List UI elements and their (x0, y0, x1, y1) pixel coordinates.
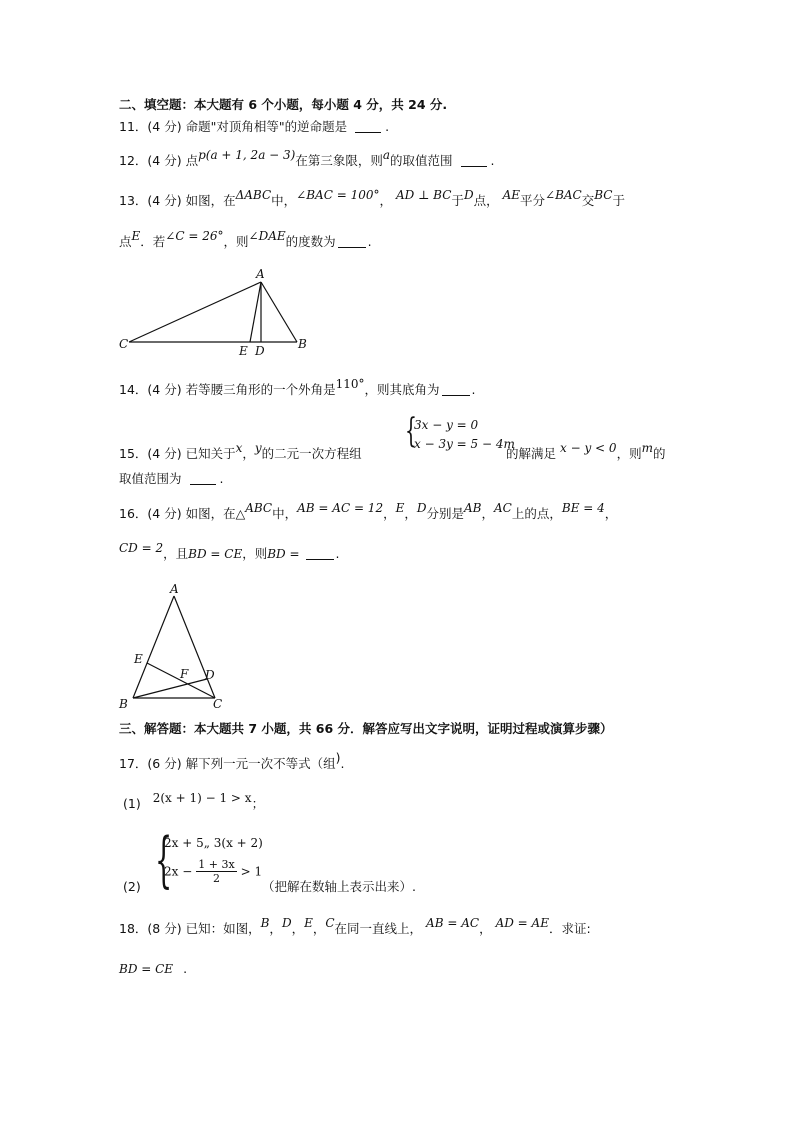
q15-brace: { (405, 411, 417, 451)
question-15 (119, 441, 362, 463)
q17-p2-eq2 (164, 858, 262, 885)
q15-y: y (254, 441, 262, 455)
q16-t8: ， (604, 506, 618, 521)
fig16-label-b: B (119, 697, 128, 711)
q12-point: p(a + 1, 2a − 3) (198, 148, 296, 162)
q14-angle: 110° (335, 377, 365, 391)
q16-t10: ，则 (242, 546, 268, 561)
fig13-label-d: D (255, 344, 265, 358)
q15-eq1: 3x − y = 0 (414, 418, 479, 432)
q15-answer-blank[interactable] (190, 472, 216, 485)
q18-conclusion: BD = CE (119, 962, 174, 976)
q13-t5: 点， (473, 193, 499, 208)
q18-c4: ， (479, 921, 492, 936)
q12-answer-blank[interactable] (461, 154, 487, 167)
q15-t2: ， (242, 446, 255, 461)
q16-be: BE = 4 (561, 501, 605, 515)
q13-angle-c: ∠C = 26° (165, 229, 224, 243)
q18-adae: AD = AE (495, 916, 549, 930)
q16-bdce: BD = CE (188, 547, 243, 561)
q18-b: B (260, 916, 270, 930)
q13-t7: 交 (581, 193, 595, 208)
question-13 (119, 188, 626, 210)
q17-p2-note: （把解在数轴上表示出来）. (262, 879, 416, 894)
q13-ae: AE (502, 188, 520, 202)
q17-p2-eq1: 2x + 5„ 3(x + 2) (164, 836, 263, 850)
q12-text-a: 点 (185, 153, 199, 168)
q18-c1: ， (269, 921, 282, 936)
q17-end: . (340, 756, 345, 771)
q12-text-c: 的取值范围 (390, 153, 453, 168)
question-18 (119, 916, 591, 938)
q14-answer-blank[interactable] (442, 383, 470, 396)
q13-e: E (131, 229, 141, 243)
q11-answer-blank[interactable] (355, 120, 381, 133)
q13-t12: 的度数为 (285, 234, 336, 249)
fig13-label-e: E (239, 344, 248, 358)
q15-cond: x − y < 0 (560, 441, 617, 455)
q13-triangle: ΔABC (235, 188, 272, 202)
q13-dae: ∠DAE (248, 229, 286, 243)
q16-t2: 中， (272, 506, 298, 521)
fig16-label-f: F (180, 667, 189, 681)
fig16-label-c: C (213, 697, 223, 711)
q15-t5: ，则 (616, 446, 642, 461)
q18-end: . (183, 961, 188, 976)
q15-number: 15．(4 分) (119, 446, 182, 461)
q14-end: . (471, 382, 476, 397)
q12-end: . (490, 153, 495, 168)
q15-t1: 已知关于 (185, 446, 236, 461)
q13-end: . (367, 234, 372, 249)
question-18-line2 (119, 960, 187, 978)
q17-p2-brace: { (155, 825, 173, 895)
q13-t9: 点 (119, 234, 132, 249)
fig16-label-a: A (170, 582, 179, 596)
q13-t11: ，则 (223, 234, 249, 249)
fig13-label-b: B (298, 337, 307, 351)
q16-t1: 如图，在△ (185, 506, 246, 521)
q16-end: . (335, 546, 340, 561)
q18-abac: AB = AC (426, 916, 480, 930)
q18-c: C (325, 916, 335, 930)
q16-t7: 上的点， (511, 506, 562, 521)
q16-eq: AB = AC = 12 (297, 501, 384, 515)
question-16-line2 (119, 541, 340, 563)
q11-end: . (385, 119, 390, 134)
question-17 (119, 750, 345, 773)
q18-e: E (304, 916, 313, 930)
q11-text: 命题"对顶角相等"的逆命题是 (185, 119, 348, 134)
fig13-segment-ae (250, 282, 261, 342)
question-15-tail (506, 441, 666, 463)
q13-t2: 中， (271, 193, 297, 208)
q18-number: 18．(8 分) (119, 921, 182, 936)
q17-p1-end: ； (251, 796, 265, 811)
q16-number: 16．(4 分) (119, 506, 182, 521)
q13-point-d: D (463, 188, 474, 202)
q16-t4: ， (404, 506, 417, 521)
q17-p1-label: (1) (123, 796, 141, 811)
q16-ab: AB (464, 501, 482, 515)
q13-perp: AD ⊥ BC (395, 188, 452, 202)
question-13-line2 (119, 229, 372, 251)
q15-m: m (641, 441, 653, 455)
q18-t1: 已知：如图， (185, 921, 261, 936)
q13-t3: ， (379, 193, 392, 208)
q18-t3: ．求证: (548, 921, 591, 936)
fig13-label-a: A (256, 267, 265, 281)
figure-13-triangle (115, 264, 315, 360)
q16-t9: ，且 (163, 546, 189, 561)
q16-cd: CD = 2 (119, 541, 164, 555)
q16-tri: ABC (245, 501, 273, 515)
q18-c2: ， (291, 921, 305, 936)
q17-p2-fraction (196, 858, 236, 885)
q15-x: x (235, 441, 243, 455)
q17-number: 17．(6 分) (119, 756, 182, 771)
q16-d: D (416, 501, 427, 515)
section2-heading: 二、填空题：本大题有 6 个小题，每小题 4 分，共 24 分. (119, 97, 448, 112)
q13-t1: 如图，在 (185, 193, 236, 208)
q17-p2-label: (2) (123, 879, 141, 894)
q13-t4: 于 (451, 193, 464, 208)
question-14 (119, 377, 476, 399)
q17-p2-numerator: 1 + 3x (198, 858, 235, 871)
q15-end: . (219, 471, 224, 486)
q15-t4: 的解满足 (506, 446, 557, 461)
q16-answer-blank[interactable] (306, 547, 334, 560)
q17-part1 (123, 791, 265, 813)
question-16 (119, 501, 618, 523)
fig16-label-d: D (205, 668, 215, 682)
q16-t6: ， (481, 506, 495, 521)
q16-bd: BD = (267, 547, 300, 561)
q14-t2: ，则其底角为 (364, 382, 440, 397)
q12-number: 12．(4 分) (119, 153, 182, 168)
fig13-side-ab (261, 282, 297, 342)
fig16-label-e: E (134, 652, 143, 666)
q13-bac: ∠BAC (545, 188, 582, 202)
q16-t3: ， (383, 506, 396, 521)
q17-p2-eq2-a: 2x − (164, 864, 193, 879)
fig13-side-ca (129, 282, 261, 342)
q14-number: 14．(4 分) (119, 382, 182, 397)
fig13-label-c: C (119, 337, 129, 351)
q15-t7: 取值范围为 (119, 471, 182, 486)
q13-angle-bac: ∠BAC = 100° (296, 188, 380, 202)
q17-p1-expr: 2(x + 1) − 1 > x (152, 791, 252, 805)
q16-e: E (395, 501, 405, 515)
question-11 (119, 118, 389, 136)
question-15-line2 (119, 470, 223, 488)
q13-number: 13．(4 分) (119, 193, 182, 208)
q17-p2-denominator: 2 (212, 872, 220, 885)
q13-bc: BC (594, 188, 613, 202)
q14-t1: 若等腰三角形的一个外角是 (185, 382, 336, 397)
q17-p2-eq2-b: > 1 (240, 864, 263, 879)
q13-answer-blank[interactable] (338, 235, 366, 248)
question-12 (119, 148, 495, 170)
q15-t6: 的 (652, 446, 666, 461)
fig16-side-ab (133, 596, 174, 698)
q13-t10: ．若 (140, 234, 166, 249)
q17-paren: ) (335, 750, 341, 765)
q17-text: 解下列一元一次不等式（组 (185, 756, 336, 771)
q11-number: 11．(4 分) (119, 119, 182, 134)
q16-ac: AC (494, 501, 512, 515)
section3-heading: 三、解答题：本大题共 7 小题，共 66 分．解答应写出文字说明，证明过程或演算步骤） (119, 721, 613, 736)
q13-t6: 平分 (520, 193, 546, 208)
q13-t8: 于 (612, 193, 626, 208)
q12-text-b: 在第三象限，则 (295, 153, 383, 168)
q16-t5: 分别是 (426, 506, 465, 521)
q18-d: D (281, 916, 292, 930)
figure-16-triangle (115, 580, 235, 712)
q18-t2: 在同一直线上， (334, 921, 423, 936)
q15-t3: 的二元一次方程组 (261, 446, 362, 461)
q15-eq2: x − 3y = 5 − 4m (414, 437, 515, 451)
q18-c3: ， (312, 921, 326, 936)
q12-var: a (382, 148, 391, 162)
